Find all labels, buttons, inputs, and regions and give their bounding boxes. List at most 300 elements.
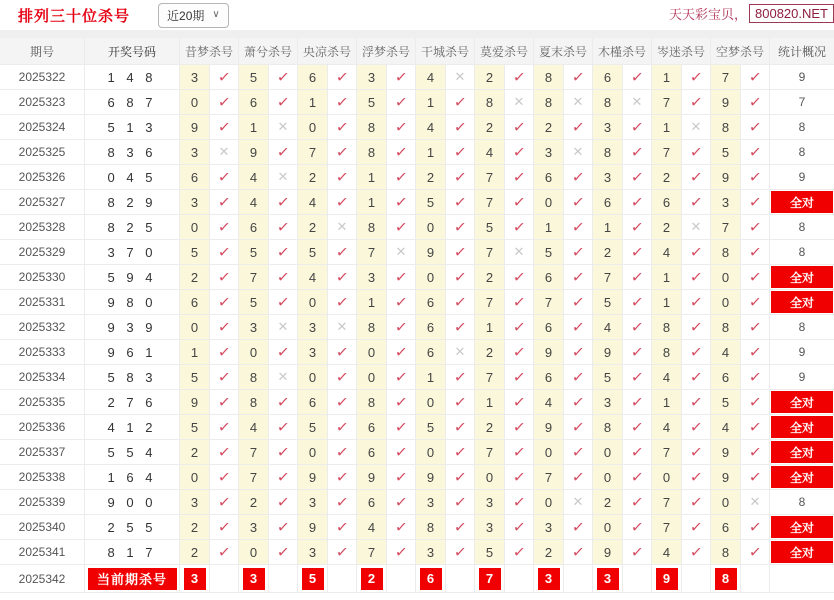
draw-numbers: 8 3 6 — [85, 140, 180, 164]
kill-digit: 5 — [534, 240, 564, 264]
period-value: 2025322 — [0, 65, 85, 89]
kill-digit: 8 — [711, 240, 741, 264]
kill-digit: 0 — [593, 515, 623, 539]
check-icon: ✓ — [269, 140, 298, 164]
check-icon: ✓ — [328, 440, 357, 464]
check-icon: ✓ — [623, 540, 652, 564]
check-icon: ✓ — [564, 390, 593, 414]
empty-mark-cell — [505, 565, 534, 592]
check-icon: ✓ — [210, 490, 239, 514]
check-icon: ✓ — [269, 490, 298, 514]
check-icon: ✓ — [328, 190, 357, 214]
all-correct-badge: 全对 — [771, 391, 833, 413]
check-icon: ✓ — [387, 415, 416, 439]
check-icon: ✓ — [446, 415, 475, 439]
chevron-down-icon: ∨ — [212, 9, 220, 20]
kill-digit: 3 — [711, 190, 741, 214]
kill-digit: 1 — [239, 115, 269, 139]
cross-icon: ✕ — [210, 140, 239, 164]
cross-icon: ✕ — [328, 315, 357, 339]
draw-numbers: 2 5 5 — [85, 515, 180, 539]
kill-digit: 1 — [416, 365, 446, 389]
kill-digit: 8 — [652, 340, 682, 364]
kill-digit: 6 — [298, 390, 328, 414]
kill-digit: 0 — [534, 440, 564, 464]
kill-digit: 3 — [298, 315, 328, 339]
kill-digit: 9 — [180, 390, 210, 414]
divider — [0, 30, 834, 38]
check-icon: ✓ — [682, 515, 711, 539]
kill-digit: 9 — [416, 465, 446, 489]
kill-digit: 1 — [652, 115, 682, 139]
kill-digit: 6 — [357, 440, 387, 464]
check-icon: ✓ — [505, 465, 534, 489]
period-value: 2025340 — [0, 515, 85, 539]
check-icon: ✓ — [623, 365, 652, 389]
check-icon: ✓ — [505, 140, 534, 164]
check-icon: ✓ — [387, 115, 416, 139]
kill-digit: 3 — [416, 540, 446, 564]
kill-digit: 0 — [357, 340, 387, 364]
check-icon: ✓ — [328, 265, 357, 289]
kill-digit: 4 — [711, 415, 741, 439]
kill-digit: 3 — [593, 390, 623, 414]
current-kill-digit-cell — [652, 565, 682, 592]
check-icon: ✓ — [623, 265, 652, 289]
kill-digit: 6 — [239, 215, 269, 239]
kill-digit: 8 — [534, 65, 564, 89]
kill-digit: 7 — [357, 540, 387, 564]
check-icon: ✓ — [387, 490, 416, 514]
check-icon: ✓ — [210, 290, 239, 314]
cross-icon: ✕ — [682, 215, 711, 239]
current-kill-digit-cell — [357, 565, 387, 592]
kill-digit: 0 — [534, 190, 564, 214]
kill-digit: 9 — [298, 465, 328, 489]
check-icon: ✓ — [741, 440, 770, 464]
kill-digit: 2 — [534, 115, 564, 139]
kill-digit: 5 — [416, 190, 446, 214]
site-watermark — [669, 4, 834, 23]
check-icon: ✓ — [505, 165, 534, 189]
col-header-expert-0: 昔梦杀号 — [180, 38, 239, 64]
check-icon: ✓ — [505, 265, 534, 289]
check-icon: ✓ — [446, 465, 475, 489]
kill-digit: 0 — [534, 490, 564, 514]
table-row — [0, 515, 834, 540]
check-icon: ✓ — [446, 240, 475, 264]
kill-digit: 0 — [711, 265, 741, 289]
check-icon: ✓ — [328, 290, 357, 314]
kill-digit: 6 — [180, 290, 210, 314]
period-value: 2025326 — [0, 165, 85, 189]
kill-digit: 6 — [711, 515, 741, 539]
table-row — [0, 540, 834, 565]
check-icon: ✓ — [387, 440, 416, 464]
check-icon: ✓ — [269, 90, 298, 114]
current-kill-digit: 7 — [479, 568, 501, 590]
kill-digit: 3 — [534, 140, 564, 164]
check-icon: ✓ — [269, 415, 298, 439]
draw-numbers: 2 7 6 — [85, 390, 180, 414]
kill-digit: 9 — [180, 115, 210, 139]
check-icon: ✓ — [210, 190, 239, 214]
period-value: 2025335 — [0, 390, 85, 414]
all-correct-badge: 全对 — [771, 191, 833, 213]
col-header-expert-1: 萧兮杀号 — [239, 38, 298, 64]
kill-digit: 5 — [239, 240, 269, 264]
check-icon: ✓ — [682, 290, 711, 314]
empty-mark-cell — [623, 565, 652, 592]
current-kill-digit-cell — [180, 565, 210, 592]
stats-value — [770, 540, 834, 564]
kill-digit: 8 — [593, 90, 623, 114]
stats-value: 9 — [798, 370, 806, 384]
table-body — [0, 65, 834, 565]
stats-value — [770, 265, 834, 289]
check-icon: ✓ — [269, 265, 298, 289]
check-icon: ✓ — [564, 165, 593, 189]
check-icon: ✓ — [741, 390, 770, 414]
check-icon: ✓ — [446, 90, 475, 114]
kill-digit: 1 — [357, 165, 387, 189]
table-row — [0, 490, 834, 515]
kill-digit: 1 — [416, 90, 446, 114]
period-value: 2025337 — [0, 440, 85, 464]
check-icon: ✓ — [505, 365, 534, 389]
cross-icon: ✕ — [623, 90, 652, 114]
current-kill-digit: 8 — [715, 568, 737, 590]
check-icon: ✓ — [564, 115, 593, 139]
period-value: 2025331 — [0, 290, 85, 314]
check-icon: ✓ — [564, 465, 593, 489]
draw-numbers: 5 1 3 — [85, 115, 180, 139]
check-icon: ✓ — [210, 315, 239, 339]
kill-digit: 6 — [534, 315, 564, 339]
check-icon: ✓ — [387, 65, 416, 89]
cross-icon: ✕ — [269, 115, 298, 139]
kill-digit: 2 — [534, 540, 564, 564]
check-icon: ✓ — [446, 440, 475, 464]
stats-value: 8 — [798, 145, 806, 159]
cross-icon: ✕ — [387, 240, 416, 264]
check-icon: ✓ — [505, 415, 534, 439]
kill-digit: 5 — [475, 540, 505, 564]
kill-digit: 2 — [652, 215, 682, 239]
kill-digit: 0 — [416, 440, 446, 464]
check-icon: ✓ — [564, 190, 593, 214]
kill-digit: 4 — [239, 165, 269, 189]
check-icon: ✓ — [387, 465, 416, 489]
site-text: 天天彩宝贝， — [668, 7, 747, 22]
current-kill-digit-cell — [298, 565, 328, 592]
kill-digit: 3 — [180, 140, 210, 164]
check-icon: ✓ — [682, 415, 711, 439]
check-icon: ✓ — [505, 440, 534, 464]
check-icon: ✓ — [446, 140, 475, 164]
cross-icon: ✕ — [564, 90, 593, 114]
kill-digit: 5 — [180, 365, 210, 389]
check-icon: ✓ — [210, 340, 239, 364]
check-icon: ✓ — [387, 140, 416, 164]
table-row — [0, 315, 834, 340]
check-icon: ✓ — [564, 365, 593, 389]
kill-digit: 4 — [298, 190, 328, 214]
kill-digit: 4 — [239, 415, 269, 439]
empty-mark-cell — [564, 565, 593, 592]
kill-digit: 7 — [475, 365, 505, 389]
kill-digit: 7 — [652, 515, 682, 539]
period-value: 2025327 — [0, 190, 85, 214]
kill-digit: 0 — [298, 290, 328, 314]
kill-digit: 3 — [180, 490, 210, 514]
kill-digit: 1 — [357, 190, 387, 214]
kill-digit: 5 — [180, 415, 210, 439]
check-icon: ✓ — [328, 365, 357, 389]
check-icon: ✓ — [682, 340, 711, 364]
stats-value: 8 — [798, 320, 806, 334]
check-icon: ✓ — [505, 315, 534, 339]
cross-icon: ✕ — [446, 65, 475, 89]
stats-value: 9 — [798, 70, 806, 84]
check-icon: ✓ — [623, 490, 652, 514]
current-kill-digit: 3 — [538, 568, 560, 590]
col-header-stats: 统计概况 — [777, 44, 826, 59]
check-icon: ✓ — [328, 140, 357, 164]
check-icon: ✓ — [741, 465, 770, 489]
draw-numbers: 8 2 9 — [85, 190, 180, 214]
kill-digit: 3 — [416, 490, 446, 514]
check-icon: ✓ — [741, 515, 770, 539]
kill-digit: 8 — [534, 90, 564, 114]
period-value: 2025336 — [0, 415, 85, 439]
stats-value: 8 — [798, 220, 806, 234]
current-kill-digit: 3 — [243, 568, 265, 590]
kill-digit: 0 — [180, 315, 210, 339]
check-icon: ✓ — [741, 240, 770, 264]
stats-value: 8 — [798, 495, 806, 509]
check-icon: ✓ — [210, 365, 239, 389]
kill-digit: 4 — [593, 315, 623, 339]
all-correct-badge: 全对 — [771, 416, 833, 438]
kill-digit: 9 — [239, 140, 269, 164]
check-icon: ✓ — [328, 415, 357, 439]
table-row — [0, 390, 834, 415]
empty-mark-cell — [446, 565, 475, 592]
kill-digit: 4 — [652, 415, 682, 439]
check-icon: ✓ — [210, 265, 239, 289]
check-icon: ✓ — [328, 390, 357, 414]
kill-digit: 7 — [475, 165, 505, 189]
kill-digit: 4 — [298, 265, 328, 289]
kill-digit: 0 — [239, 540, 269, 564]
check-icon: ✓ — [623, 465, 652, 489]
kill-digit: 0 — [416, 390, 446, 414]
kill-digit: 6 — [416, 290, 446, 314]
current-period-row — [0, 565, 834, 593]
kill-digit: 1 — [416, 140, 446, 164]
kill-digit: 8 — [652, 315, 682, 339]
current-kill-digit: 5 — [302, 568, 324, 590]
check-icon: ✓ — [741, 290, 770, 314]
period-value: 2025330 — [0, 265, 85, 289]
kill-digit: 1 — [475, 390, 505, 414]
cross-icon: ✕ — [269, 365, 298, 389]
col-header-expert-8: 岑迷杀号 — [652, 38, 711, 64]
kill-digit: 6 — [298, 65, 328, 89]
kill-digit: 6 — [416, 315, 446, 339]
stats-value — [770, 415, 834, 439]
kill-digit: 6 — [357, 415, 387, 439]
check-icon: ✓ — [623, 165, 652, 189]
table-row — [0, 465, 834, 490]
check-icon: ✓ — [387, 165, 416, 189]
check-icon: ✓ — [682, 365, 711, 389]
cross-icon: ✕ — [741, 490, 770, 514]
kill-digit: 7 — [711, 65, 741, 89]
kill-digit: 6 — [180, 165, 210, 189]
page-title: 排列三十位杀号 — [18, 7, 131, 25]
table-row — [0, 215, 834, 240]
kill-digit: 7 — [652, 490, 682, 514]
kill-digit: 7 — [475, 190, 505, 214]
range-select[interactable] — [158, 3, 229, 28]
kill-digit: 6 — [534, 165, 564, 189]
current-kill-digit: 9 — [656, 568, 678, 590]
kill-digit: 0 — [180, 90, 210, 114]
check-icon: ✓ — [446, 390, 475, 414]
check-icon: ✓ — [505, 65, 534, 89]
kill-digit: 8 — [357, 390, 387, 414]
draw-numbers: 1 6 4 — [85, 465, 180, 489]
table-row — [0, 290, 834, 315]
kill-digit: 3 — [593, 115, 623, 139]
check-icon: ✓ — [446, 165, 475, 189]
check-icon: ✓ — [505, 340, 534, 364]
kill-digit: 9 — [711, 465, 741, 489]
kill-digit: 3 — [593, 165, 623, 189]
check-icon: ✓ — [623, 215, 652, 239]
stats-value: 9 — [798, 170, 806, 184]
kill-digit: 9 — [711, 440, 741, 464]
draw-numbers: 9 0 0 — [85, 490, 180, 514]
check-icon: ✓ — [741, 65, 770, 89]
kill-digit: 0 — [180, 465, 210, 489]
cross-icon: ✕ — [446, 340, 475, 364]
kill-digit: 5 — [239, 290, 269, 314]
kill-digit: 0 — [711, 490, 741, 514]
kill-digit: 7 — [534, 290, 564, 314]
period-value: 2025328 — [0, 215, 85, 239]
draw-numbers: 5 9 4 — [85, 265, 180, 289]
draw-numbers: 0 4 5 — [85, 165, 180, 189]
check-icon: ✓ — [623, 315, 652, 339]
empty-mark-cell — [682, 565, 711, 592]
kill-digit: 7 — [652, 140, 682, 164]
kill-digit: 8 — [357, 140, 387, 164]
check-icon: ✓ — [328, 165, 357, 189]
check-icon: ✓ — [328, 90, 357, 114]
kill-digit: 1 — [652, 65, 682, 89]
check-icon: ✓ — [328, 115, 357, 139]
kill-digit: 6 — [534, 265, 564, 289]
kill-digit: 7 — [239, 440, 269, 464]
check-icon: ✓ — [446, 315, 475, 339]
check-icon: ✓ — [269, 215, 298, 239]
check-icon: ✓ — [623, 515, 652, 539]
check-icon: ✓ — [387, 390, 416, 414]
kill-digit: 0 — [593, 465, 623, 489]
kill-digit: 9 — [298, 515, 328, 539]
check-icon: ✓ — [269, 340, 298, 364]
kill-digit: 6 — [534, 365, 564, 389]
kill-number-table — [0, 38, 834, 593]
kill-digit: 1 — [534, 215, 564, 239]
check-icon: ✓ — [682, 140, 711, 164]
site-badge: 800820.NET — [749, 4, 834, 23]
cross-icon: ✕ — [564, 140, 593, 164]
check-icon: ✓ — [328, 490, 357, 514]
current-kill-digit-cell — [711, 565, 741, 592]
cross-icon: ✕ — [269, 315, 298, 339]
check-icon: ✓ — [387, 515, 416, 539]
check-icon: ✓ — [446, 540, 475, 564]
check-icon: ✓ — [210, 215, 239, 239]
draw-numbers: 1 4 8 — [85, 65, 180, 89]
check-icon: ✓ — [741, 415, 770, 439]
kill-digit: 1 — [180, 340, 210, 364]
kill-digit: 7 — [593, 265, 623, 289]
cross-icon: ✕ — [682, 115, 711, 139]
period-value: 2025339 — [0, 490, 85, 514]
kill-digit: 0 — [416, 215, 446, 239]
kill-digit: 2 — [652, 165, 682, 189]
kill-digit: 9 — [593, 340, 623, 364]
kill-digit: 6 — [357, 490, 387, 514]
check-icon: ✓ — [682, 265, 711, 289]
topbar — [0, 0, 834, 30]
draw-numbers: 6 8 7 — [85, 90, 180, 114]
kill-digit: 3 — [357, 265, 387, 289]
kill-digit: 3 — [357, 65, 387, 89]
kill-digit: 7 — [475, 240, 505, 264]
period-value: 2025325 — [0, 140, 85, 164]
check-icon: ✓ — [210, 165, 239, 189]
check-icon: ✓ — [682, 165, 711, 189]
check-icon: ✓ — [269, 190, 298, 214]
stats-value — [770, 465, 834, 489]
kill-digit: 8 — [711, 315, 741, 339]
kill-digit: 4 — [239, 190, 269, 214]
kill-digit: 8 — [593, 140, 623, 164]
check-icon: ✓ — [564, 265, 593, 289]
kill-digit: 1 — [593, 215, 623, 239]
check-icon: ✓ — [682, 315, 711, 339]
kill-digit: 2 — [475, 340, 505, 364]
kill-digit: 7 — [357, 240, 387, 264]
kill-digit: 4 — [534, 390, 564, 414]
col-header-expert-5: 莫爱杀号 — [475, 38, 534, 64]
kill-digit: 7 — [298, 140, 328, 164]
current-kill-digit-cell — [416, 565, 446, 592]
kill-digit: 3 — [180, 190, 210, 214]
check-icon: ✓ — [623, 140, 652, 164]
check-icon: ✓ — [446, 190, 475, 214]
kill-digit: 2 — [180, 515, 210, 539]
kill-digit: 3 — [534, 515, 564, 539]
check-icon: ✓ — [623, 440, 652, 464]
kill-digit: 5 — [593, 290, 623, 314]
